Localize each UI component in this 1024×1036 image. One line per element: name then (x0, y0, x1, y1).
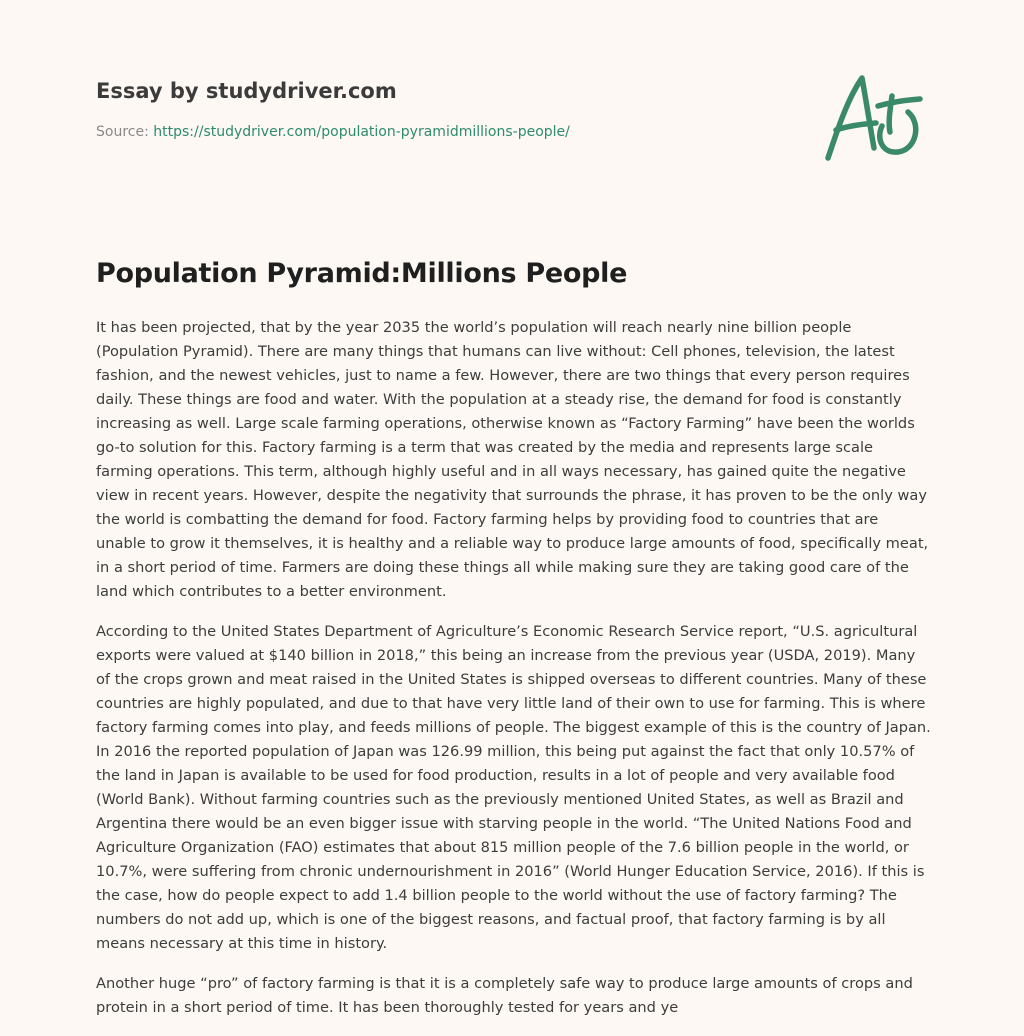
source-link[interactable]: https://studydriver.com/population-pyramidmillions-people/ (153, 124, 570, 140)
essay-header (96, 78, 796, 141)
source-line (96, 123, 796, 141)
essay-paragraph: It has been projected, that by the year 2035 the world’s population will reach nearly nine billion people (Population Pyramid). There are many things that humans can live without: Cell phones, television, the latest fashion, and the newest vehicles, just to name a few. However, there are two things that every person requires daily. These things are food and water. With the population at a steady rise, the demand for food is constantly increasing as well. Large scale farming operations, otherwise known as “Factory Farming” have been the worlds go-to solution for this. Factory farming is a term that was created by the media and represents large scale farming operations. This term, although highly useful and in all ways necessary, has gained quite the negative view in recent years. However, despite the negativity that surrounds the phrase, it has proven to be the only way the world is combatting the demand for food. Factory farming helps by providing food to countries that are unable to grow it themselves, it is healthy and a reliable way to produce large amounts of food, specifically meat, in a short period of time. Farmers are doing these things all while making sure they are taking good care of the land which contributes to a better environment. (96, 319, 929, 600)
essay-paragraph: According to the United States Department of Agriculture’s Economic Research Service report, “U.S. agricultural exports were valued at $140 billion in 2018,” this being an increase from the previous year (USDA, 2019). Many of the crops grown and meat raised in the United States is shipped overseas to different countries. Many of these countries are highly populated, and due to that have very little land of their own to use for farming. This is where factory farming comes into play, and feeds millions of people. The biggest example of this is the country of Japan. In 2016 the reported population of Japan was 126.99 million, this being put against the fact that only 10.57% of the land in Japan is available to be used for food production, results in a lot of people and very available food (World Bank). Without farming countries such as the previously mentioned United States, as well as Brazil and Argentina there would be an even bigger issue with starving people in the world. “The United Nations Food and Agriculture Organization (FAO) estimates that about 815 million people of the 7.6 billion people in the world, or 10.7%, were suffering from chronic undernourishment in 2016” (World Hunger Education Service, 2016). If this is the case, how do people expect to add 1.4 billion people to the world without the use of factory farming? The numbers do not add up, which is one of the biggest reasons, and factual proof, that factory farming is by all means necessary at this time in history. (96, 623, 931, 952)
essay-title: Population Pyramid:Millions People (96, 258, 628, 289)
brand-title: Essay by studydriver.com (96, 79, 397, 103)
a-plus-logo-svg (818, 66, 930, 166)
a-plus-logo-icon (818, 66, 930, 166)
essay-body (96, 316, 932, 1036)
essay-paragraph: Another huge “pro” of factory farming is that it is a completely safe way to produce large amounts of crops and protein in a short period of time. It has been thoroughly tested for years and ye (96, 975, 913, 1016)
source-label: Source: (96, 124, 149, 140)
